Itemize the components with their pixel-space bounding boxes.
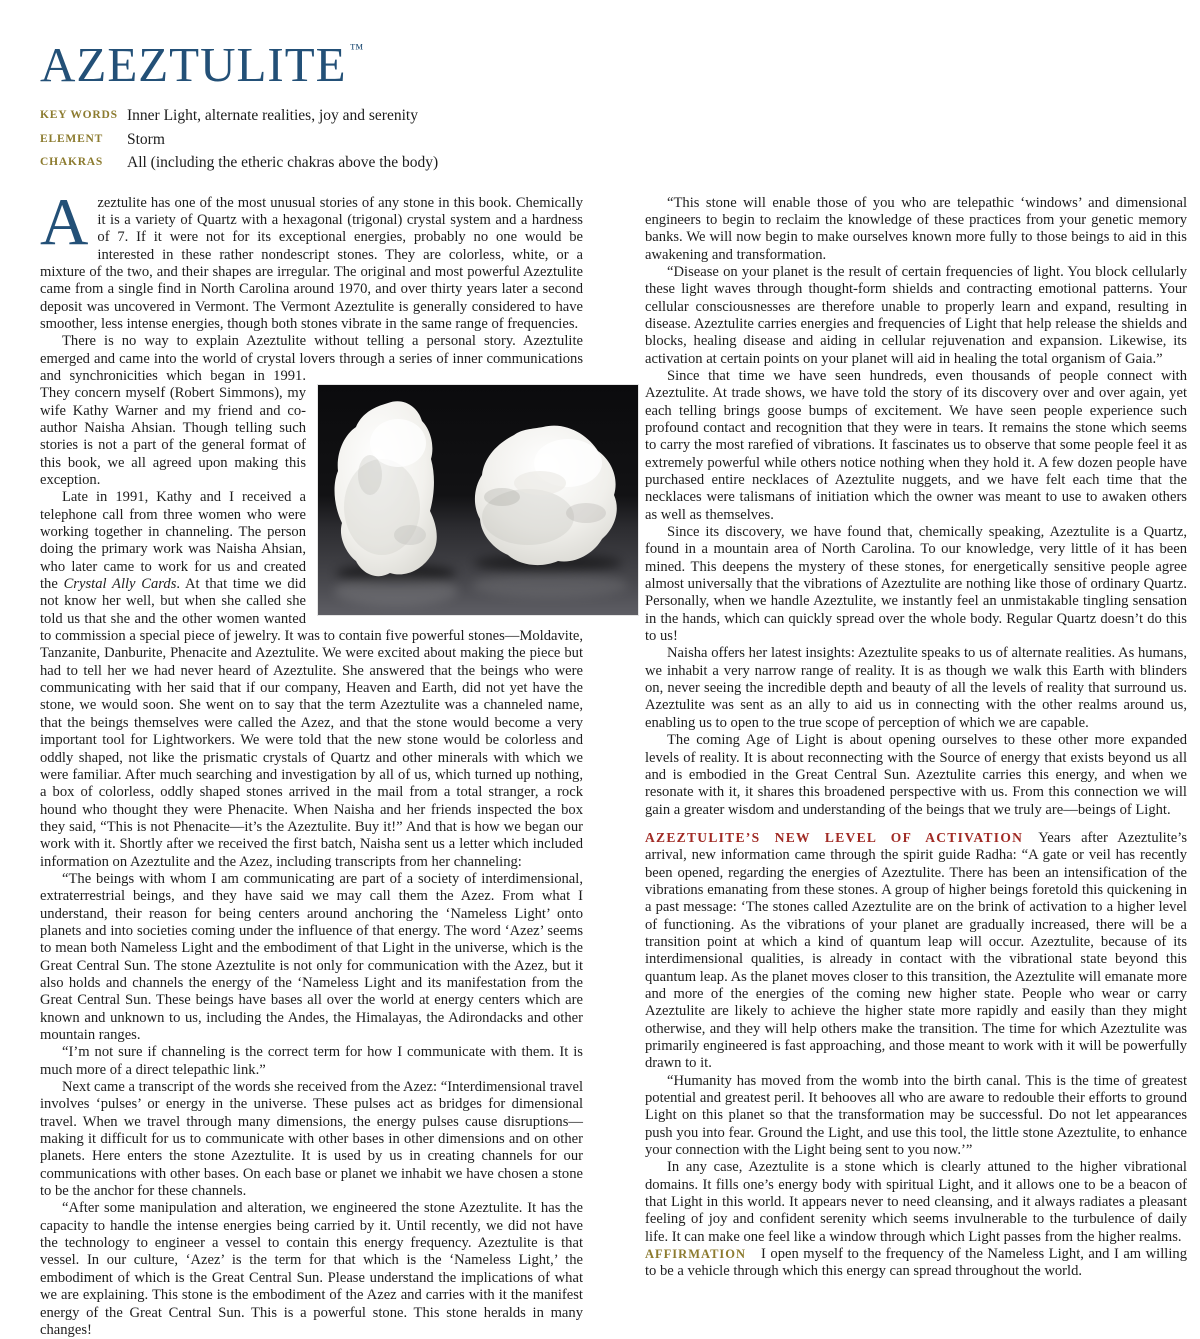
affirmation-text: I open myself to the frequency of the Nameless Light, and I am willing to be a vehicle through which this energy can spread throughout the world. xyxy=(645,1246,1187,1279)
affirmation-label: AFFIRMATION xyxy=(645,1247,746,1261)
paragraph-disease: “Disease on your planet is the result of certain frequencies of light. You block cellularly these light waves through thought-form shields and contracting emotional patterns. Your cellular consciousnesses are therefore unable to properly learn and expand, resulting in disease. Azeztulite carries energies and frequencies of Light that help release the shields and blocks, healing disease and aiding in cellular rejuvenation and expansion. Likewise, its activation at certain points on your planet will aid in healing the total organism of Gaia.” xyxy=(645,264,1187,368)
paragraph-text: . At that time we did not know her well, but when she called she told us that she and the other women wanted to commission a special piece of jewelry. It was to contain five powerful stones—Moldavite, Tanzanite, Danburite, Phenacite and Azeztulite. We were excited about making the piece but had to tell her we had never heard of Azeztulite. She answered that the beings who were communicating with her said that if our company, Heaven and Earth, did not yet have the stone, we would soon. She went on to say that the term Azeztulite was a channeled name, that the beings themselves were called the Azez, and that the stone would become a very important tool for Lightworkers. We were told that the new stone would be colorless and oddly shaped, not like the prismatic crystals of Quartz and other minerals with which we were familiar. After much searching and investigation by all of us, which turned up nothing, a box of colorless, oddly shaped stones arrived in the mail from a total stranger, a rock hound who thought they were Phenacite. When Naisha and her friends inspected the box they said, “This is not Phenacite—it’s the Azeztulite. Buy it!” And that is how we began our work with it. Shortly after we received the first batch, Naisha sent us a letter which included information on Azeztulite and the Azez, including transcripts from her channeling: xyxy=(40,576,583,870)
paragraph-intro xyxy=(40,195,583,334)
trademark-symbol: ™ xyxy=(350,42,364,57)
stone-properties xyxy=(40,104,1187,175)
paragraph-personal-story: There is no way to explain Azeztulite without telling a personal story. Azeztulite emerged and came into the world of crystal lovers through a series of inner communications and synchronicities which began in 1991. They concern myself (Robert Simmons), my wife Kathy Warner and my friend and co-author Naisha Ahsian. Though telling such stories is not a part of the general format of this book, we all agreed upon making this exception. xyxy=(40,333,583,489)
meta-label-chakras: CHAKRAS xyxy=(40,151,127,175)
stones-illustration xyxy=(318,385,638,615)
paragraph-text: Late in 1991, Kathy and I received a telephone call from three women who were working together in channeling. The person doing the primary work was Naisha Ahsian, who later came to work for us and created the xyxy=(40,489,306,592)
meta-label-key-words: KEY WORDS xyxy=(40,104,127,128)
paragraph-age-of-light: The coming Age of Light is about opening ourselves to these other more expanded levels of reality. It is about reconnecting with the Source of energy that exists beyond us all and is embodied in the Great Central Sun. Azeztulite carries this energy, and when we resonate with it, it shares this broadened perspective with us. From this connection we will gain a greater wisdom and understanding of the beings that we truly are—beings of Light. xyxy=(645,732,1187,819)
azeztulite-stones-photo xyxy=(306,333,638,615)
stone-name: AZEZTULITE xyxy=(40,37,347,92)
meta-label-element: ELEMENT xyxy=(40,128,127,152)
meta-value-key-words: Inner Light, alternate realities, joy and serenity xyxy=(127,104,418,128)
paragraph-activation xyxy=(645,829,1187,1073)
two-column-text xyxy=(40,195,1187,1339)
meta-row-chakras xyxy=(40,151,1187,175)
right-column xyxy=(645,195,1187,1339)
paragraph-since-discovery: Since its discovery, we have found that, chemically speaking, Azeztulite is a Quartz, found in a mountain area of North Carolina. To our knowledge, very little of it has been mined. This deepens the mystery of these stones, for energetically sensitive people agree almost universally that the vibrations of Azeztulite are nothing like those of ordinary Quartz. Personally, when we handle Azeztulite, we instantly feel an unmistakable tingling sensation in the hands, which can quickly spread over the whole body. Regular Quartz doesn’t do this to us! xyxy=(645,524,1187,645)
meta-row-element xyxy=(40,128,1187,152)
paragraph-channeling-note: “I’m not sure if channeling is the correct term for how I communicate with them. It is much more of a direct telepathic link.” xyxy=(40,1044,583,1079)
paragraph-text: Years after Azeztulite’s arrival, new information came through the spirit guide Radha: “A gate or veil has recently been opened, regarding the energies of Azeztulite. There has been an intensification of the vibrations emanating from these stones. A group of higher beings foretold this quickening in a past message: ‘The stones called Azeztulite are on the brink of activation to a higher level of functioning. As the vibrations of your planet are gradually increased, there will be a transition point at which a kind of quantum leap will occur. Azeztulite, because of its interdimensional qualities, is already in contact with the vibrational state beyond this quantum leap. As the planet moves closer to this transition, the Azeztulite will emanate more and more of the energies of the coming new higher state. People who wear or carry Azeztulite are likely to achieve the higher state more rapidly and easily than they might otherwise, and they will help others make the transition. The time for which Azeztulite was primarily engineered is fast approaching, and those meant to work with it will be powerfully drawn to it. xyxy=(645,830,1187,1071)
meta-value-element: Storm xyxy=(127,128,165,152)
paragraph-telepathic-windows: “This stone will enable those of you who are telepathic ‘windows’ and dimensional engineers to begin to reclaim the knowledge of these practices from your genetic memory banks. We will now begin to make ourselves known more fully to those beings to aid in this awakening and transformation. xyxy=(645,195,1187,264)
meta-value-chakras: All (including the etheric chakras above the body) xyxy=(127,151,438,175)
paragraph-the-beings: “The beings with whom I am communicating are part of a society of interdimensional, extraterrestrial beings, and they have said we may call them the Azez. From what I understand, their reason for being centers around anchoring the ‘Nameless Light’ onto planets and into societies coming under the influence of that energy. The word ‘Azez’ seems to mean both Nameless Light and the embodiment of that Light in the universe, which is the Great Central Sun. The stone Azeztulite is not only for communication with the Azez, but it also holds and channels the energy of the ‘Nameless Light and its manifestation from the Great Central Sun. These beings have bases all over the world at energy centers which are known and unknown to us, including the Andes, the Himalayas, the Adirondacks and other mountain ranges. xyxy=(40,871,583,1044)
book-title-italic: Crystal Ally Cards xyxy=(64,576,177,592)
meta-row-key-words xyxy=(40,104,1187,128)
drop-cap: A xyxy=(40,195,97,248)
paragraph-naisha-insights: Naisha offers her latest insights: Azeztulite speaks to us of alternate realities. As humans, we inhabit a very narrow range of reality. It is as though we walk this Earth with blinders on, never seeing the incredible depth and beauty of all the levels of reality that surround us. Azeztulite was sent as an ally to aid us in connecting with the other realms around us, enabling us to open to the true scope of perception of which we are capable. xyxy=(645,645,1187,732)
paragraph-in-any-case: In any case, Azeztulite is a stone which is clearly attuned to the higher vibrational domains. It fills one’s energy body with spiritual Light, and it allows one to be a beacon of that Light in this world. It appears never to need cleansing, and it always radiates a pleasant feeling of joy and confident serenity which seems invulnerable to the turbulence of daily life. It can make one feel like a window through which Light passes from the higher realms. xyxy=(645,1159,1187,1246)
page-title xyxy=(40,40,1187,89)
paragraph-engineered-stone: “After some manipulation and alteration, we engineered the stone Azeztulite. It has the capacity to handle the intense energies being carried by it. Until recently, we did not have the technology to engineer a vessel to contain this energy frequency. Azeztulite is that vessel. In our culture, ‘Azez’ is the term for that which is the ‘Nameless Light,’ the embodiment of which is the Great Central Sun. Please understand the implications of what we are explaining. This stone is the embodiment of the Azez and carries with it the manifest energy of the Great Central Sun. This is a powerful stone. This stone heralds in many changes! xyxy=(40,1200,583,1339)
page-header xyxy=(40,40,1187,175)
paragraph-affirmation xyxy=(645,1246,1187,1281)
paragraph-humanity-birth-canal: “Humanity has moved from the womb into the birth canal. This is the time of greatest potential and greatest peril. It behooves all who are aware to redouble their efforts to ground Light on this planet so that the transformation may be successful. Do not let appearances push you into fear. Ground the Light, and use this tool, the little stone Azeztulite, to enhance your connection with the Light being sent to you now.’” xyxy=(645,1073,1187,1160)
paragraph-since-that-time: Since that time we have seen hundreds, even thousands of people connect with Azeztulite. At trade shows, we have told the story of its discovery over and over again, yet each telling brings goose bumps of excitement. We have seen people experience such profound contact and recognition that they were in tears. It remains the stone which seems to carry the most rarefied of vibrations. It fascinates us to observe that some people feel it as extremely powerful while others notice nothing when they hold it. A few dozen people have purchased entire necklaces of Azeztulite nuggets, and we have felt each time that the necklaces were talismans of initiation which the owner was meant to use to awaken others as well as themselves. xyxy=(645,368,1187,524)
photo-frame xyxy=(318,385,638,615)
paragraph-transcript: Next came a transcript of the words she received from the Azez: “Interdimensional travel involves ‘pulses’ or energy in the universe. These pulses act as bridges for dimensional travel. When we travel through many dimensions, the energy pulses cause disruptions—making it difficult for us to communicate with other bases in other dimensions and on other planets. Here enters the stone Azeztulite. It is used by us in creating channels for our communications with other bases. On each base or planet we inhabit we have chosen a stone to be the anchor for these channels. xyxy=(40,1079,583,1200)
paragraph-text: zeztulite has one of the most unusual stories of any stone in this book. Chemically it is a variety of Quartz with a hexagonal (trigonal) crystal system and a hardness of 7. If it were not for its exceptional energies, probably no one would be interested in these rather nondescript stones. They are colorless, white, or a mixture of the two, and their shapes are irregular. The original and most powerful Azeztulite came from a single find in North Carolina around 1970, and over thirty years later a second deposit was uncovered in Vermont. The Vermont Azeztulite is generally considered to have smoother, less intense energies, though both stones vibrate in the same range of frequencies. xyxy=(40,195,583,332)
section-heading-new-level-of-activation: AZEZTULITE’S NEW LEVEL OF ACTIVATION xyxy=(645,830,1023,845)
left-column xyxy=(40,195,583,1339)
